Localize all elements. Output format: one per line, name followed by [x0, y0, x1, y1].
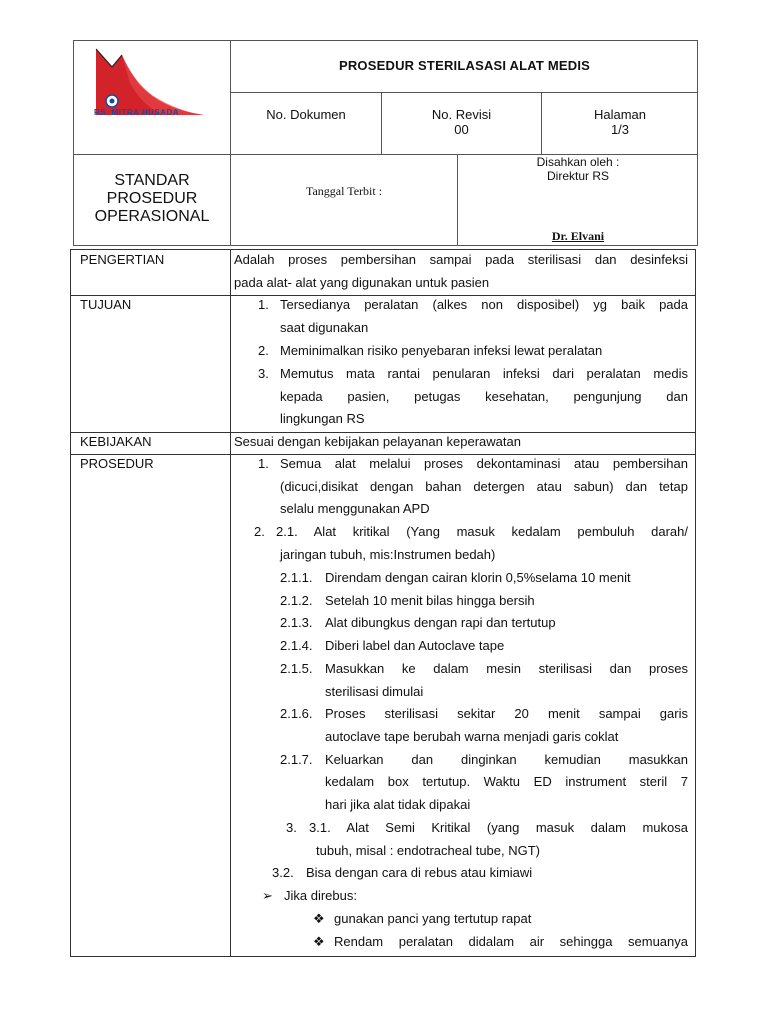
prosedur-label: PROSEDUR [80, 456, 154, 471]
tujuan-1-line-1: Tersedianya peralatan (alkes non disposibel) yg baik pada [280, 297, 688, 312]
bullet-1-text: gunakan panci yang tertutup rapat [334, 911, 532, 926]
step-215-line-1: Masukkan ke dalam mesin sterilisasi dan proses [325, 661, 688, 676]
tanggal-terbit-label: Tanggal Terbit : [305, 184, 383, 198]
kebijakan-text: Sesuai dengan kebijakan pelayanan keperawatan [234, 434, 521, 449]
disahkan-cell [458, 155, 698, 183]
prosedur-2-num: 2. [254, 524, 265, 539]
jika-direbus-text: Jika direbus: [284, 888, 357, 903]
no-dokumen-label: No. Dokumen [266, 107, 346, 122]
halaman-value: 1/3 [610, 122, 630, 137]
document-title: PROSEDUR STERILASASI ALAT MEDIS [338, 58, 591, 73]
kebijakan-label: KEBIJAKAN [80, 434, 152, 449]
step-32-num: 3.2. [272, 865, 294, 880]
step-215-line-2: sterilisasi dimulai [325, 684, 424, 699]
tujuan-3-num: 3. [258, 366, 269, 381]
spo-label [74, 172, 230, 226]
step-211-num: 2.1.1. [280, 570, 313, 585]
prosedur-1-line-2: (dicuci,disikat dengan bahan detergen atau sabun) dan tetap [280, 479, 688, 494]
step-213-num: 2.1.3. [280, 615, 313, 630]
tujuan-2-line: Meminimalkan risiko penyebaran infeksi lewat peralatan [280, 343, 603, 358]
spo-line-3: OPERASIONAL [94, 208, 210, 225]
step-217-line-2: kedalam box tertutup. Waktu ED instrument steril 7 [325, 774, 688, 789]
prosedur-3-line-2: tubuh, misal : endotracheal tube, NGT) [316, 843, 541, 858]
logo-text: RS. MITRA HUSADA [94, 108, 180, 117]
diamond-bullet-icon: ❖ [313, 934, 325, 949]
halaman-label: Halaman [593, 107, 647, 122]
tujuan-3-line-3: lingkungan RS [280, 411, 365, 426]
step-217-line-3: hari jika alat tidak dipakai [325, 797, 471, 812]
step-216-num: 2.1.6. [280, 706, 313, 721]
step-217-line-1: Keluarkan dan dinginkan kemudian masukkan [325, 752, 688, 767]
step-212-num: 2.1.2. [280, 593, 313, 608]
step-213-text: Alat dibungkus dengan rapi dan tertutup [325, 615, 556, 630]
step-214-text: Diberi label dan Autoclave tape [325, 638, 505, 653]
spo-line-2: PROSEDUR [106, 190, 198, 207]
prosedur-2-line-2: jaringan tubuh, mis:Instrumen bedah) [280, 547, 496, 562]
bullet-2-text: Rendam peralatan didalam air sehingga semuanya [334, 934, 688, 949]
step-216-line-1: Proses sterilisasi sekitar 20 menit sampai garis [325, 706, 688, 721]
prosedur-3-num: 3. [286, 820, 297, 835]
tujuan-2-num: 2. [258, 343, 269, 358]
step-217-num: 2.1.7. [280, 752, 313, 767]
diamond-bullet-icon: ❖ [313, 911, 325, 926]
no-revisi-label: No. Revisi [431, 107, 492, 122]
no-revisi-value: 00 [454, 122, 469, 137]
tujuan-3-line-1: Memutus mata rantai penularan infeksi dari peralatan medis [280, 366, 688, 381]
pengertian-line-2: pada alat- alat yang digunakan untuk pasien [234, 275, 490, 290]
prosedur-1-num: 1. [258, 456, 269, 471]
header-table [73, 40, 698, 246]
tujuan-1-line-2: saat digunakan [280, 320, 369, 335]
tujuan-label: TUJUAN [80, 297, 132, 312]
prosedur-1-line-1: Semua alat melalui proses dekontaminasi atau pembersihan [280, 456, 688, 471]
prosedur-1-line-3: selalu menggunakan APD [280, 501, 430, 516]
disahkan-label: Disahkan oleh : [536, 155, 620, 169]
disahkan-name: Dr. Elvani [551, 229, 605, 243]
prosedur-3-line-1: 3.1. Alat Semi Kritikal (yang masuk dalam mukosa [309, 820, 688, 835]
tujuan-1-num: 1. [258, 297, 269, 312]
halaman-cell [542, 107, 698, 137]
no-revisi-cell [382, 107, 541, 137]
tujuan-3-line-2: kepada pasien, petugas kesehatan, pengunjung dan [280, 389, 688, 404]
pengertian-label: PENGERTIAN [80, 252, 165, 267]
step-32-text: Bisa dengan cara di rebus atau kimiawi [306, 865, 533, 880]
disahkan-role: Direktur RS [546, 169, 609, 183]
arrow-bullet-icon: ➢ [262, 888, 273, 903]
pengertian-line-1: Adalah proses pembersihan sampai pada sterilisasi dan desinfeksi [234, 252, 688, 267]
step-216-line-2: autoclave tape berubah warna menjadi garis coklat [325, 729, 619, 744]
step-215-num: 2.1.5. [280, 661, 313, 676]
spo-line-1: STANDAR [114, 172, 190, 189]
prosedur-2-line-1: 2.1. Alat kritikal (Yang masuk kedalam pembuluh darah/ [276, 524, 688, 539]
step-214-num: 2.1.4. [280, 638, 313, 653]
step-212-text: Setelah 10 menit bilas hingga bersih [325, 593, 535, 608]
step-211-text: Direndam dengan cairan klorin 0,5%selama 10 menit [325, 570, 631, 585]
